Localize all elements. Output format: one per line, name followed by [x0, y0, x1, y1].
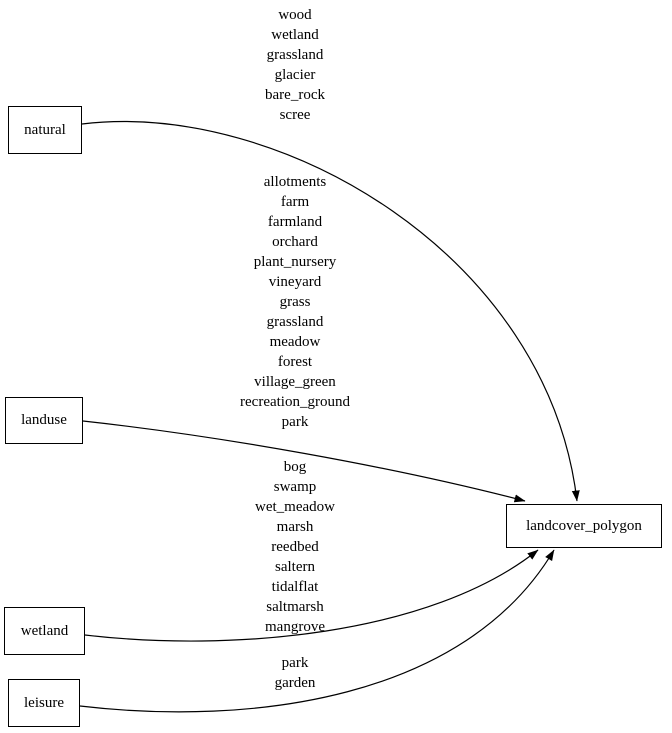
edge-value-label: bare_rock — [265, 87, 325, 103]
edge-value-label: farmland — [267, 214, 323, 230]
edge-labels-natural — [184, 5, 406, 125]
edge-value-label: marsh — [276, 519, 314, 535]
edge-value-label: vineyard — [268, 274, 322, 290]
edge-value-label: saltern — [275, 559, 315, 575]
edge-value-label: wood — [278, 7, 312, 23]
edge-labels-leisure — [184, 653, 406, 693]
node-natural-label: natural — [24, 121, 66, 138]
node-landuse — [5, 397, 83, 444]
edge-value-label: park — [281, 414, 309, 430]
edge-value-label: glacier — [274, 67, 316, 83]
edge-value-label: wet_meadow — [255, 499, 335, 515]
edge-value-label: meadow — [269, 334, 321, 350]
edge-value-label: wetland — [271, 27, 319, 43]
edge-value-label: forest — [277, 354, 313, 370]
node-leisure-label: leisure — [24, 694, 64, 711]
edge-value-label: allotments — [263, 174, 327, 190]
edge-value-label: garden — [274, 675, 316, 691]
edge-value-label: plant_nursery — [253, 254, 337, 270]
edge-value-label: reedbed — [271, 539, 319, 555]
node-landuse-label: landuse — [21, 412, 67, 428]
edge-value-label: scree — [279, 107, 311, 123]
edge-value-label: grassland — [266, 314, 324, 330]
node-natural — [8, 106, 82, 154]
edge-value-label: recreation_ground — [240, 394, 350, 410]
node-leisure — [8, 679, 80, 727]
edge-value-label: mangrove — [265, 619, 325, 635]
node-wetland — [4, 607, 85, 655]
edge-value-label: park — [281, 655, 309, 671]
edge-value-label: grassland — [266, 47, 324, 63]
edge-value-label: swamp — [273, 479, 317, 495]
edge-labels-wetland — [184, 457, 406, 637]
edge-value-label: village_green — [254, 374, 336, 390]
edge-value-label: bog — [283, 459, 307, 475]
edge-labels-landuse — [184, 172, 406, 432]
edge-value-label: saltmarsh — [266, 599, 324, 615]
edge-value-label: tidalflat — [271, 579, 319, 595]
edge-value-label: orchard — [272, 234, 318, 250]
edge-value-label: farm — [280, 194, 310, 210]
node-landcover-polygon-label: landcover_polygon — [526, 517, 642, 534]
node-wetland-label: wetland — [20, 622, 69, 639]
node-landcover-polygon — [506, 504, 662, 548]
edge-value-label: grass — [279, 294, 311, 310]
